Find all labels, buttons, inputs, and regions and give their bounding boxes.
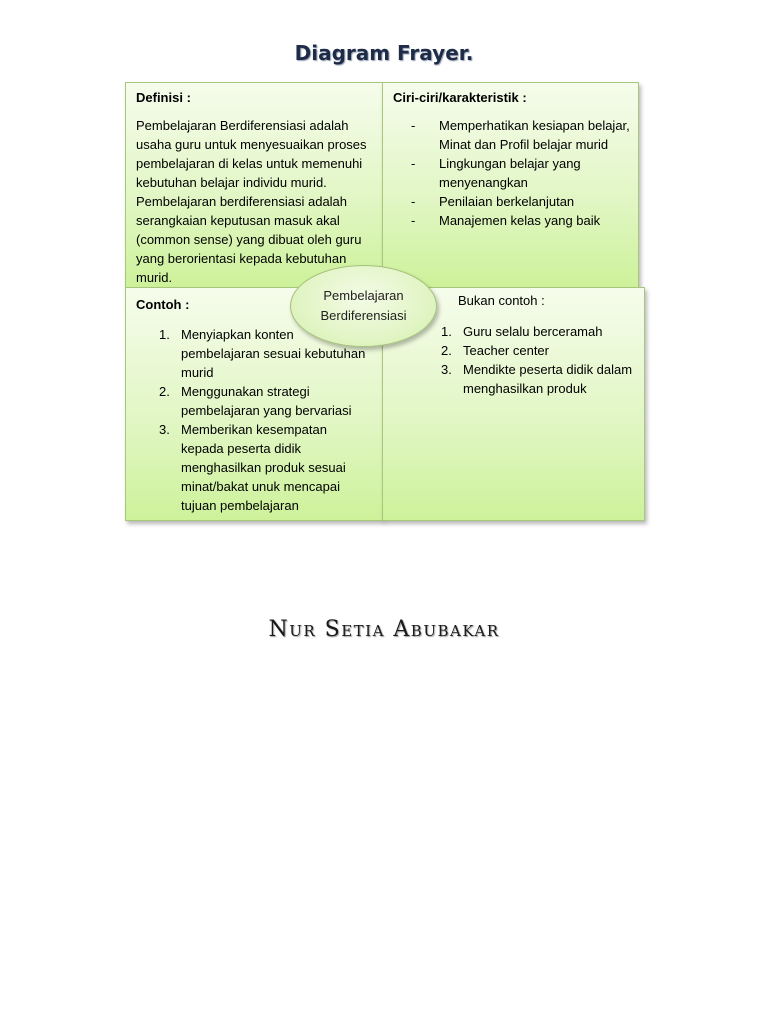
list-item xyxy=(411,154,633,192)
list-item-text: Manajemen kelas yang baik xyxy=(439,213,601,228)
definition-line: Pembelajaran berdiferensiasi adalah xyxy=(136,194,348,209)
definition-line: kebutuhan belajar individu murid. xyxy=(136,175,327,190)
list-item-text: Mendikte peserta didik dalam menghasilkan produk xyxy=(463,362,633,396)
list-number: 3. xyxy=(159,422,170,437)
definition-line: murid. xyxy=(136,270,173,285)
definition-box xyxy=(125,82,383,288)
center-concept-line: Berdiferensiasi xyxy=(320,308,407,323)
center-concept-line: Pembelajaran xyxy=(323,288,404,303)
definition-line: (common sense) yang dibuat oleh guru xyxy=(136,232,362,247)
non-examples-list xyxy=(441,322,641,398)
list-item-text: Menyiapkan konten pembelajaran sesuai kebutuhan murid xyxy=(181,327,366,380)
dash-marker: - xyxy=(411,213,416,228)
list-item xyxy=(441,322,641,341)
list-item xyxy=(441,360,641,398)
dash-marker: - xyxy=(411,118,416,133)
list-item-text: Teacher center xyxy=(463,343,549,358)
definition-text xyxy=(136,116,376,287)
list-item-text: Penilaian berkelanjutan xyxy=(439,194,575,209)
characteristics-box xyxy=(382,82,639,288)
list-number: 2. xyxy=(159,384,170,399)
examples-heading: Contoh : xyxy=(136,297,190,312)
definition-line: yang berorientasi kepada kebutuhan xyxy=(136,251,347,266)
author-name: Nur Setia Abubakar xyxy=(268,617,500,642)
list-item xyxy=(411,211,633,230)
list-item-text: Menggunakan strategi pembelajaran yang bervariasi xyxy=(181,384,352,418)
definition-line: usaha guru untuk menyesuaikan proses xyxy=(136,137,367,152)
list-item-text: Memberikan kesempatan kepada peserta didik menghasilkan produk sesuai minat/bakat unuk mencapai tujuan pembelajaran xyxy=(181,422,346,513)
list-item xyxy=(411,116,633,154)
list-item xyxy=(441,341,641,360)
dash-marker: - xyxy=(411,156,416,171)
list-number: 2. xyxy=(441,343,452,358)
definition-line: Pembelajaran Berdiferensiasi adalah xyxy=(136,118,349,133)
list-item xyxy=(411,192,633,211)
page-title: Diagram Frayer. xyxy=(294,41,474,65)
list-item-text: Memperhatikan kesiapan belajar, Minat dan Profil belajar murid xyxy=(439,118,630,152)
list-item xyxy=(159,420,367,515)
dash-marker: - xyxy=(411,194,416,209)
characteristics-list xyxy=(411,116,633,230)
list-item xyxy=(159,382,367,420)
list-number: 1. xyxy=(159,327,170,342)
definition-heading: Definisi : xyxy=(136,90,191,105)
examples-list xyxy=(159,325,367,515)
characteristics-heading: Ciri-ciri/karakteristik : xyxy=(393,90,527,105)
center-concept-ellipse xyxy=(290,265,437,347)
list-item-text: Lingkungan belajar yang menyenangkan xyxy=(439,156,581,190)
non-examples-heading: Bukan contoh : xyxy=(458,293,545,308)
list-number: 1. xyxy=(441,324,452,339)
definition-line: serangkaian keputusan masuk akal xyxy=(136,213,340,228)
list-item-text: Guru selalu berceramah xyxy=(463,324,603,339)
list-number: 3. xyxy=(441,362,452,377)
definition-line: pembelajaran di kelas untuk memenuhi xyxy=(136,156,363,171)
